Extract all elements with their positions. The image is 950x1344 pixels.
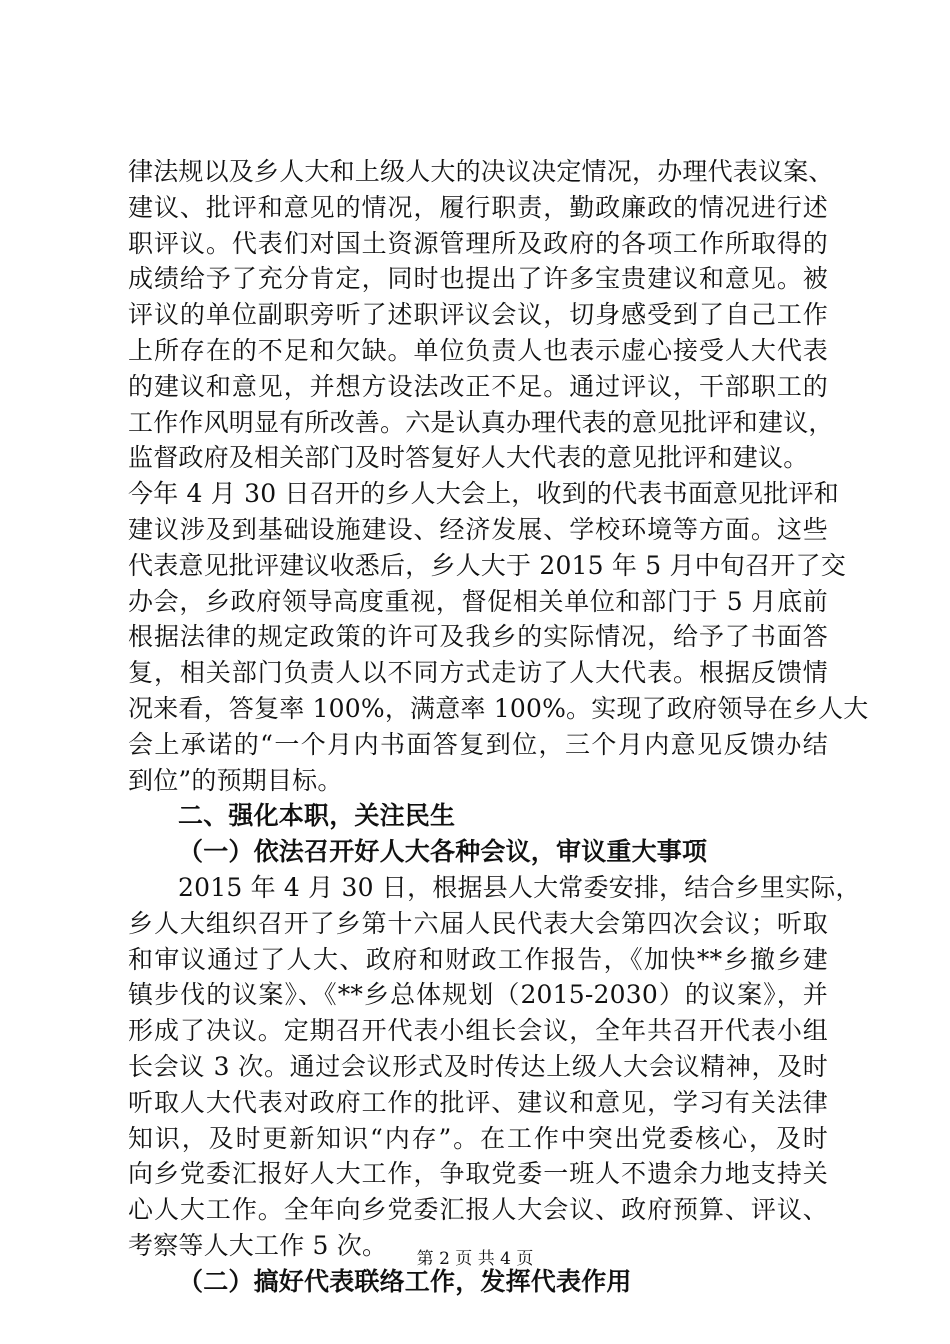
text-line: 到位”的预期目标。 (128, 765, 343, 795)
text-line: 复，相关部门负责人以不同方式走访了人大代表。根据反馈情 (128, 658, 828, 688)
subsection-heading: （一）依法召开好人大各种会议，审议重大事项 (178, 837, 708, 867)
text-line: 2015 年 4 月 30 日，根据县人大常委安排，结合乡里实际， (178, 872, 861, 902)
text-line: 建议、批评和意见的情况，履行职责，勤政廉政的情况进行述 (128, 192, 828, 222)
subsection-heading: （二）搞好代表联络工作，发挥代表作用 (178, 1266, 632, 1296)
text-line: 知识，及时更新知识“内存”。在工作中突出党委核心，及时 (128, 1123, 828, 1153)
text-line: 形成了决议。定期召开代表小组长会议，全年共召开代表小组 (128, 1016, 828, 1046)
text-line: 职评议。代表们对国土资源管理所及政府的各项工作所取得的 (128, 228, 828, 258)
text-line: 建议涉及到基础设施建设、经济发展、学校环境等方面。这些 (128, 514, 828, 544)
text-line: 会上承诺的“一个月内书面答复到位，三个月内意见反馈办结 (128, 729, 828, 759)
text-line: 和审议通过了人大、政府和财政工作报告，《加快**乡撤乡建 (128, 944, 828, 974)
text-line: 长会议 3 次。通过会议形式及时传达上级人大会议精神，及时 (128, 1051, 828, 1081)
text-line: 考察等人大工作 5 次。 (128, 1230, 388, 1260)
text-line: 镇步伐的议案》、《**乡总体规划（2015-2030）的议案》，并 (128, 980, 828, 1010)
text-line: 乡人大组织召开了乡第十六届人民代表大会第四次会议；听取 (128, 908, 828, 938)
text-line: 律法规以及乡人大和上级人大的决议决定情况，办理代表议案、 (128, 157, 834, 186)
text-line: 办会，乡政府领导高度重视，督促相关单位和部门于 5 月底前 (128, 586, 828, 616)
text-line: 代表意见批评建议收悉后，乡人大于 2015 年 5 月中旬召开了交 (128, 550, 846, 580)
text-line: 的建议和意见，并想方设法改正不足。通过评议，干部职工的 (128, 371, 828, 401)
section-heading: 二、强化本职，关注民生 (178, 801, 456, 831)
text-line: 听取人大代表对政府工作的批评、建议和意见，学习有关法律 (128, 1087, 828, 1117)
text-line: 心人大工作。全年向乡党委汇报人大会议、政府预算、评议、 (128, 1195, 828, 1225)
text-line: 评议的单位副职旁听了述职评议会议，切身感受到了自己工作 (128, 300, 828, 330)
text-line: 根据法律的规定政策的许可及我乡的实际情况，给予了书面答 (128, 622, 828, 652)
text-line: 上所存在的不足和欠缺。单位负责人也表示虚心接受人大代表 (128, 335, 828, 365)
text-line: 况来看，答复率 100%，满意率 100%。实现了政府领导在乡人大 (128, 693, 869, 723)
text-line: 监督政府及相关部门及时答复好人大代表的意见批评和建议。 (128, 443, 809, 473)
text-line: 向乡党委汇报好人大工作，争取党委一班人不遗余力地支持关 (128, 1159, 828, 1189)
text-line: 今年 4 月 30 日召开的乡人大会上，收到的代表书面意见批评和 (128, 479, 839, 509)
document-body (128, 154, 869, 1300)
text-line: 工作作风明显有所改善。六是认真办理代表的意见批评和建议， (128, 407, 834, 437)
text-line: 成绩给予了充分肯定，同时也提出了许多宝贵建议和意见。被 (128, 264, 828, 294)
page-number: 第 2 页 共 4 页 (416, 1249, 534, 1269)
